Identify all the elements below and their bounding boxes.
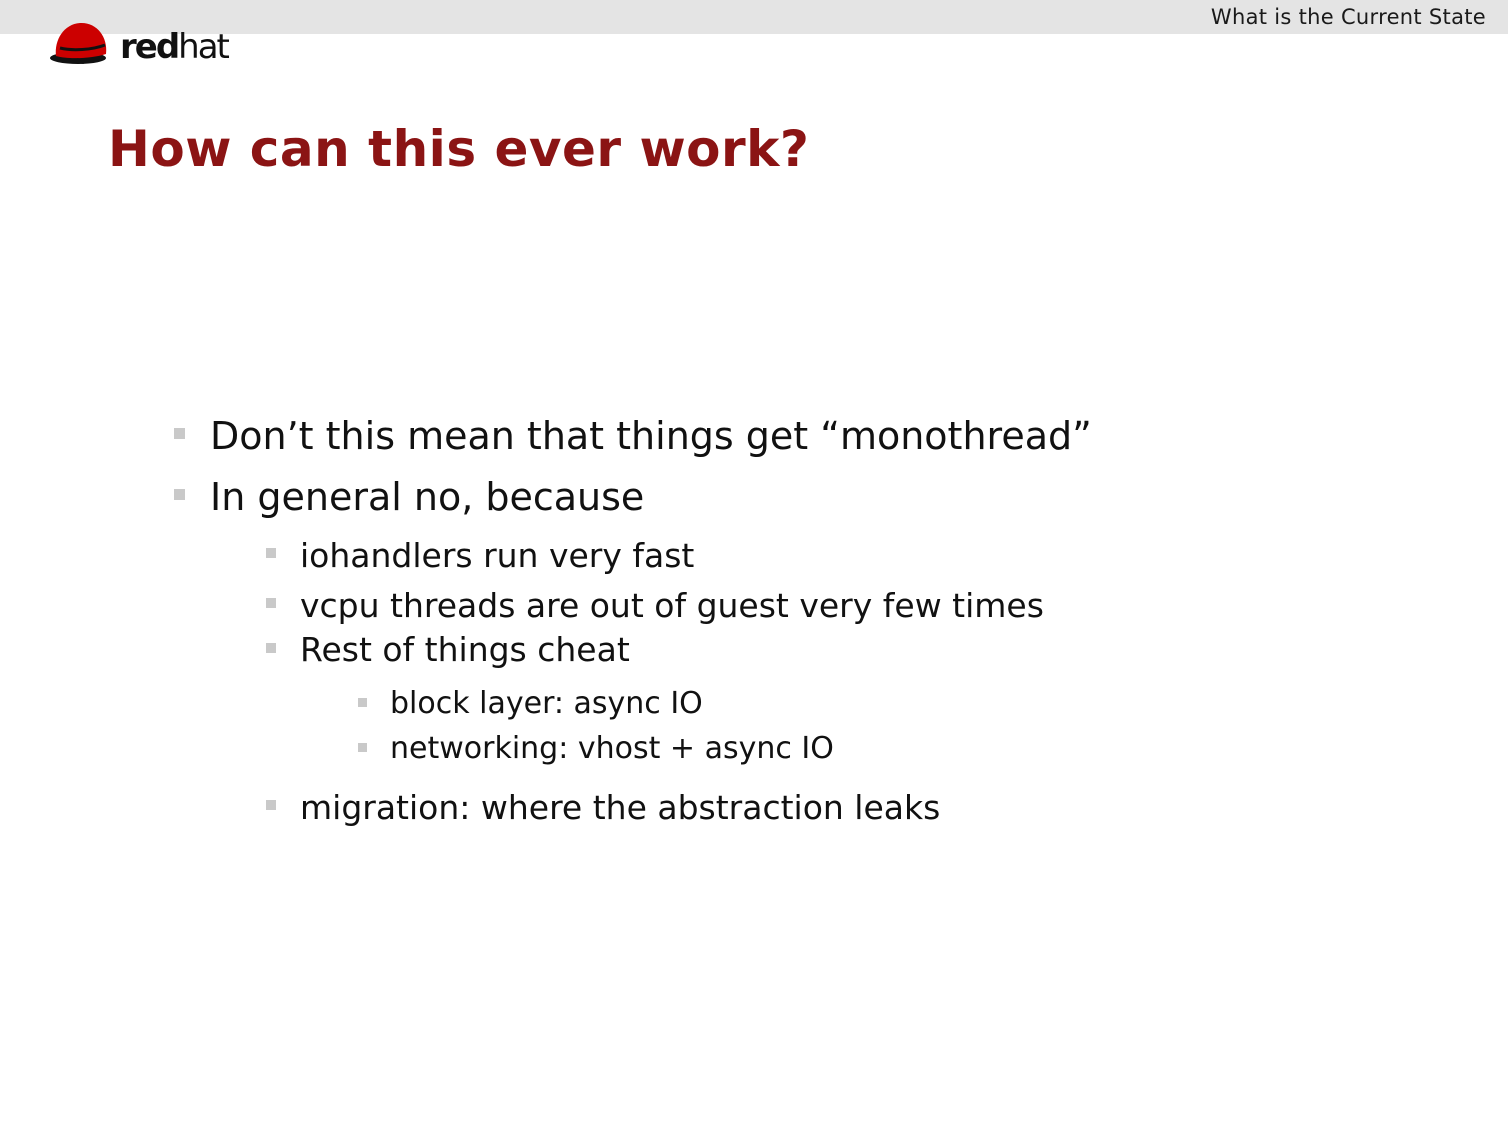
- slide-title: How can this ever work?: [108, 120, 810, 178]
- bullet-item: networking: vhost + async IO: [390, 731, 834, 766]
- bullet-item: Don’t this mean that things get “monothread”: [210, 414, 1092, 458]
- logo-wordmark: redhat: [120, 27, 228, 67]
- bullet-marker: [266, 643, 276, 653]
- bullet-item: iohandlers run very fast: [300, 536, 695, 575]
- bullet-item: vcpu threads are out of guest very few times: [300, 586, 1044, 625]
- bullet-item: migration: where the abstraction leaks: [300, 788, 941, 827]
- bullet-marker: [358, 743, 367, 752]
- bullet-marker: [358, 698, 367, 707]
- redhat-logo: [48, 18, 238, 70]
- bullet-marker: [266, 598, 276, 608]
- bullet-item: In general no, because: [210, 475, 645, 519]
- bullet-marker: [266, 548, 276, 558]
- bullet-marker: [174, 428, 185, 439]
- shadowman-hat-icon: [48, 18, 112, 70]
- bullet-marker: [174, 489, 185, 500]
- bullet-item: Rest of things cheat: [300, 630, 630, 669]
- bullet-item: block layer: async IO: [390, 686, 703, 721]
- section-title: What is the Current State: [1210, 5, 1486, 29]
- bullet-marker: [266, 800, 276, 810]
